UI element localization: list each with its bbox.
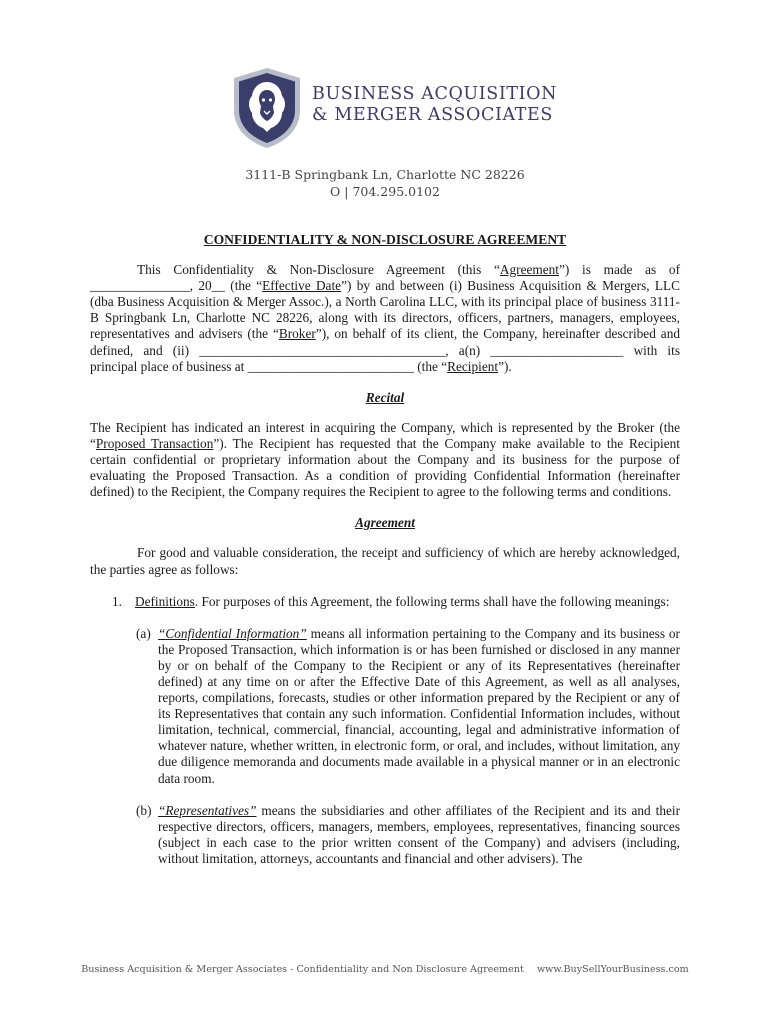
item-text: means the subsidiaries and other affiliates of the Recipient and its and their respective directors, officers, managers, members, employees, representatives, financing sources (subject in each case to the prior written consent of the Company) and advisers (including, without limitation, attorneys, accountants and financial and other advisers). The xyxy=(158,802,680,866)
item-letter: (a) xyxy=(136,625,151,641)
company-logo xyxy=(230,66,560,150)
term-proposed-transaction: Proposed Transaction xyxy=(95,435,214,451)
recital-heading: Recital xyxy=(365,389,405,405)
definition-item-a xyxy=(90,626,680,787)
recital-paragraph xyxy=(90,420,680,500)
document-title: CONFIDENTIALITY & NON-DISCLOSURE AGREEMENT xyxy=(203,232,567,247)
company-address xyxy=(0,166,770,200)
intro-text: ”) by and between (i) Business Acquisition & Mergers, LLC (dba Business Acquisition & Merger Assoc.), a North Carolina LLC, with its principal place of business 3111-B Springbank Ln, Charlotte NC 28226, along with its directors, officers, partners, managers, employees, representatives and advisers (the “ xyxy=(90,278,680,342)
address-line: 3111-B Springbank Ln, Charlotte NC 28226 xyxy=(245,167,525,182)
term-confidential-information: “Confidential Information” xyxy=(158,625,307,641)
term-broker: Broker xyxy=(278,326,316,342)
agreement-heading: Agreement xyxy=(355,515,415,531)
intro-text: ”) is made as of _______________, 20__ (the “ xyxy=(90,262,680,294)
agreement-intro: For good and valuable consideration, the receipt and sufficiency of which are hereby acknowledged, the parties agree as follows: xyxy=(90,545,680,577)
agreement-body xyxy=(90,232,680,867)
intro-text: ”). xyxy=(498,358,512,374)
brand-line-2: & MERGER ASSOCIATES xyxy=(312,105,553,125)
definitions-label: Definitions xyxy=(135,593,195,609)
item-text: means all information pertaining to the Company and its business or the Proposed Transaction, which information is or has been furnished or disclosed in any manner by or on behalf of the Company to the Recipient or any of its Representatives (hereinafter defined) at any time on or after the Effective Date of this Agreement, as well as all analyses, reports, compilations, forecasts, studies or other information prepared by the Recipient or any of its Representatives that contain any such information. Confidential Information includes, without limitation, technical, commercial, financial, accounting, legal and administrative information of whatever nature, whether written, in electronic form, or oral, and includes, without limitation, any due diligence memoranda and documents made available in a physical manner or in an electronic data room. xyxy=(158,625,680,786)
lion-crest-icon xyxy=(230,66,304,150)
brand-name xyxy=(312,84,557,126)
page-footer xyxy=(0,964,770,975)
brand-line-1: BUSINESS ACQUISITION xyxy=(312,84,558,104)
clause-number: 1. xyxy=(112,593,122,609)
definition-item-b xyxy=(90,803,680,867)
term-representatives: “Representatives” xyxy=(158,802,257,818)
recital-text: ”). The Recipient has requested that the Company make available to the Recipient certain confidential or proprietary information about the Company and its business for the purpose of evaluating the Proposed Transaction. As a condition of providing Confidential Information (hereinafter defined) to the Recipient, the Company requires the Recipient to agree to the following terms and conditions. xyxy=(90,435,680,500)
phone-line: O | 704.295.0102 xyxy=(330,184,440,199)
footer-document-name: Business Acquisition & Merger Associates - Confidentiality and Non Disclosure Agreement xyxy=(81,964,524,975)
definitions-text: . For purposes of this Agreement, the following terms shall have the following meanings: xyxy=(194,593,670,609)
term-agreement: Agreement xyxy=(499,262,559,278)
footer-website: www.BuySellYourBusiness.com xyxy=(536,964,689,975)
term-recipient: Recipient xyxy=(447,358,499,374)
recital-text: The Recipient has indicated an interest in acquiring the Company, which is represented by the Broker (the “ xyxy=(90,419,680,451)
term-effective-date: Effective Date xyxy=(262,278,342,294)
intro-paragraph xyxy=(90,262,680,375)
intro-text: ”), on behalf of its client, the Company, hereinafter described and defined, and (ii) _____________________________________, a(n) ____________________ with its principal place of business at _________________________ (the “ xyxy=(90,326,680,374)
item-letter: (b) xyxy=(136,802,152,818)
intro-text: This Confidentiality & Non-Disclosure Agreement (this “ xyxy=(137,262,500,278)
definitions-clause xyxy=(90,594,680,610)
